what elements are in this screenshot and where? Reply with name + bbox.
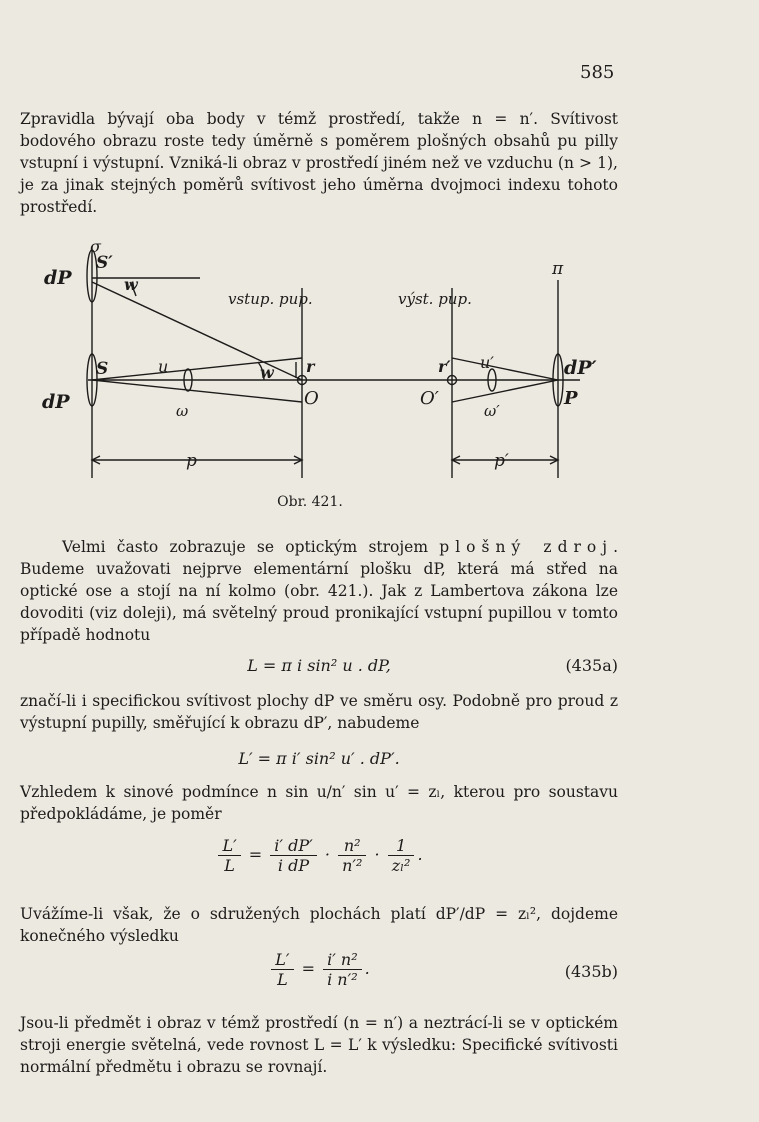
label-p-dim: p <box>186 451 197 471</box>
page-number: 585 <box>580 62 615 83</box>
equation-number: (435a) <box>565 656 618 675</box>
label-sigma: σ <box>90 238 101 256</box>
label-w-top: w <box>124 275 138 294</box>
label-p-image: P <box>564 388 578 409</box>
paragraph-3: značí-li i specifickou svítivost plochy dP ve směru osy. Podobně pro proud z výstupní pupilly, směřující k obrazu dP′, nabudeme <box>20 692 618 732</box>
optical-diagram <box>20 238 620 488</box>
label-u: u <box>158 357 169 376</box>
label-s-prime: S′ <box>96 253 113 273</box>
spaced-term: plošný zdroj <box>439 538 614 556</box>
label-p-prime-dim: p′ <box>494 451 509 471</box>
label-pi: π <box>552 259 564 279</box>
figure-caption: Obr. 421. <box>277 494 343 510</box>
label-dp-left: dP <box>42 391 70 413</box>
equation-image-flux: L′ = π i′ sin² u′ . dP′. <box>238 749 400 768</box>
paragraph-6: Jsou-li předmět i obraz v témž prostředí (n = n′) a neztrácí-li se v optickém stroji energie světelná, vede rovnost L = L′ k výsledku: Specifické svítivosti normální předmětu i obrazu se rovnají. <box>20 1014 618 1076</box>
label-vstup-pup: vstup. pup. <box>228 290 313 308</box>
label-s: S <box>96 359 109 379</box>
equation-435a: L = π i sin² u . dP, (435a) <box>247 656 618 675</box>
label-o-prime: O′ <box>420 388 439 409</box>
label-r: r <box>306 357 315 376</box>
label-dp-prime: dP′ <box>564 357 597 379</box>
paragraph-5: Uvážíme-li však, že o sdružených plochách platí dP′/dP = zₗ², dojdeme konečného výsledku <box>20 905 618 945</box>
label-u-prime: u′ <box>480 353 494 372</box>
label-omega: ω <box>176 402 189 420</box>
label-omega-prime: ω′ <box>484 402 500 420</box>
label-w-mid: w <box>260 363 274 382</box>
paragraph-2: Velmi často zobrazuje se optickým strojem plošný zdroj. Budeme uvažovati nejprve elementární plošku dP, která má střed na optické ose a stojí na ní kolmo (obr. 421.). Jak z Lambertova zákona lze dovoditi (viz doleji), má světelný proud pronikající vstupní pupillou v tomto případě hodnotu <box>20 538 619 644</box>
label-vyst-pup: výst. pup. <box>398 290 472 308</box>
equation-435b: $\frac{L'}{L}$ = $\frac{\text{i′ n²}}{\text{i n′²}}$ . (435b) <box>20 950 618 989</box>
equation-number: (435b) <box>564 962 618 981</box>
paragraph-1: Zpravidla bývají oba body v témž prostředí, takže n = n′. Svítivost bodového obrazu roste tedy úměrně s poměrem plošných obsahů pu pilly vstupní i výstupní. Vzniká-li obraz v prostředí jiném než ve vzduchu (n > 1), je za jinak stejných poměrů svítivost jeho úměrna dvojmoci indexu tohoto prostředí. <box>20 110 618 216</box>
label-o: O <box>304 388 319 409</box>
label-dp-top: dP <box>44 267 72 289</box>
paragraph-4: Vzhledem k sinové podmínce n sin u/n′ sin u′ = zₗ, kterou pro soustavu předpokládáme, je poměr <box>20 783 618 823</box>
equation-ratio: $\frac{L'}{L}$ = $\frac{i' dP'}{\text{i dP}}$ · $\frac{\text{n²}}{\text{n′²}}$ · $\frac{1}{\text{zₗ²}}$ . <box>20 836 618 875</box>
label-r-prime: r′ <box>438 357 451 376</box>
